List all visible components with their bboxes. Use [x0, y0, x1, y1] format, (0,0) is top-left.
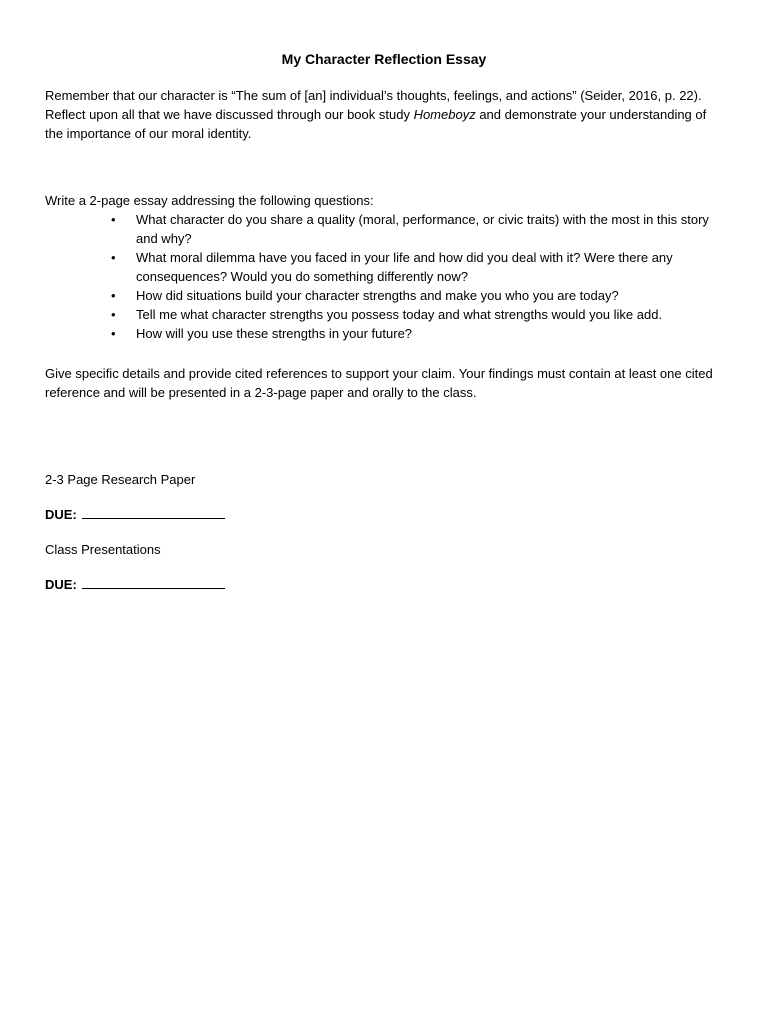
intro-text: Remember that our character is “The sum of [an] individual’s thoughts, feelings, and actions” (Seider, 2016, p. 22). Reflect upon all that we have discussed through our book study: [45, 88, 702, 122]
question-text: How did situations build your character strengths and make you who you are today?: [136, 288, 619, 303]
research-paper-label: 2-3 Page Research Paper: [45, 472, 196, 487]
question-list: [45, 210, 725, 343]
presentation-due-row: [45, 575, 725, 594]
paper-due-blank: [82, 505, 225, 519]
question-text: What moral dilemma have you faced in your life and how did you deal with it? Were there any consequences? Would you do something differently now?: [136, 250, 673, 284]
bullet-icon: •: [111, 250, 116, 265]
list-item: [45, 305, 725, 324]
presentation-due-blank: [82, 575, 225, 589]
list-item: [45, 286, 725, 305]
document-title: My Character Reflection Essay: [281, 51, 487, 67]
question-text: Tell me what character strengths you possess today and what strengths would you like add.: [136, 307, 663, 322]
list-item: [45, 210, 725, 248]
due-label: DUE:: [45, 577, 77, 592]
closing-paragraph: Give specific details and provide cited references to support your claim. Your findings must contain at least one cited reference and will be presented in a 2-3-page paper and orally to the class.: [45, 366, 713, 400]
bullet-icon: •: [111, 288, 116, 303]
bullet-icon: •: [111, 307, 116, 322]
question-text: How will you use these strengths in your future?: [136, 326, 413, 341]
intro-text-end: and demonstrate your understanding of the importance of our moral identity.: [45, 107, 707, 141]
question-text: What character do you share a quality (moral, performance, or civic traits) with the most in this story and why?: [136, 212, 709, 246]
list-item: [45, 248, 725, 286]
book-title: Homeboyz: [413, 107, 476, 122]
class-presentations-label: Class Presentations: [45, 542, 161, 557]
essay-prompt: Write a 2-page essay addressing the following questions:: [45, 193, 374, 208]
bullet-icon: •: [111, 212, 116, 227]
intro-paragraph: [45, 86, 725, 143]
paper-due-row: [45, 505, 725, 524]
list-item: [45, 324, 725, 343]
bullet-icon: •: [111, 326, 116, 341]
due-label: DUE:: [45, 507, 77, 522]
